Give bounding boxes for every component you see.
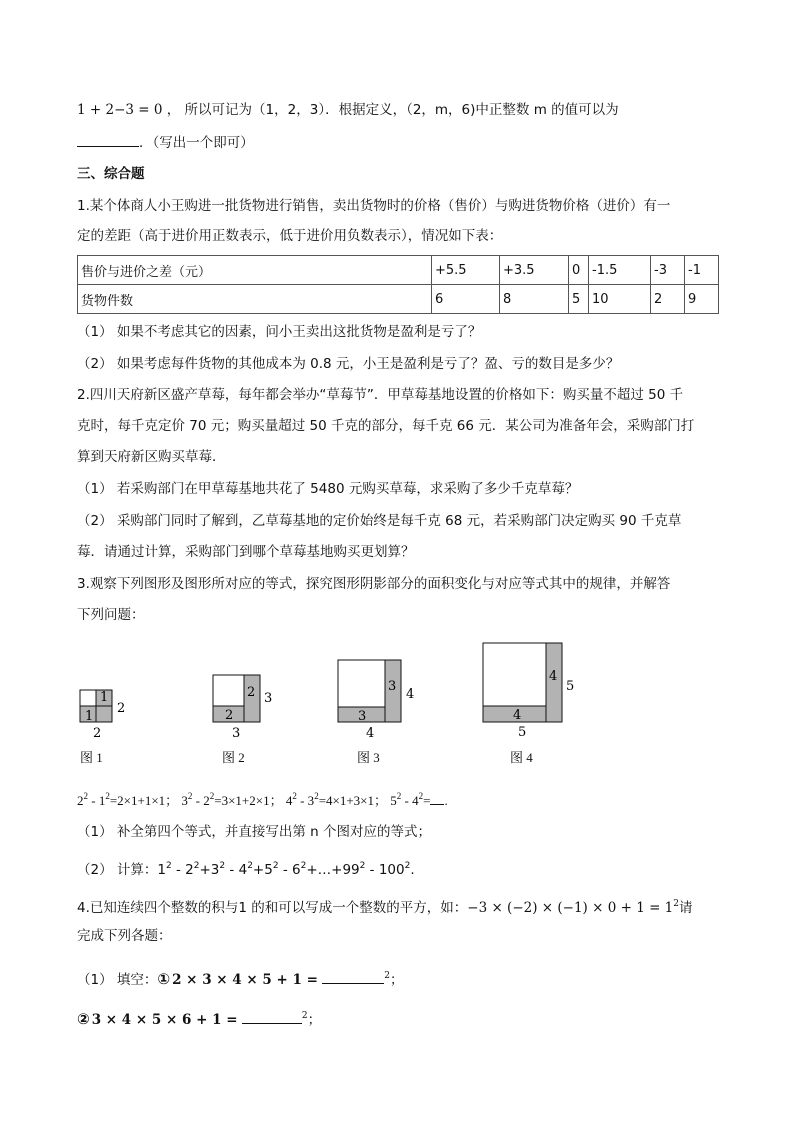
table-cell: -1 xyxy=(685,256,719,285)
q2-stem-line2: 克时，每千克定价 70 元；购买量超过 50 千克的部分，每千克 66 元．某公司为准备年会，采购部门打 xyxy=(77,418,695,434)
label-side: 4 xyxy=(549,669,558,684)
q4-stem-line1 xyxy=(77,894,693,918)
q4-sub2 xyxy=(77,1006,321,1030)
q3-figures xyxy=(0,630,794,745)
table-cell: +5.5 xyxy=(432,256,500,285)
figure-2 xyxy=(213,675,272,741)
table-cell: 0 xyxy=(569,256,589,285)
prev-text: 所以可记为（1，2，3）．根据定义，（2，m，6)中正整数 m 的值可以为 xyxy=(184,102,619,118)
q4-stem-text: 4.已知连续四个整数的积与1 的和可以写成一个整数的平方，如： xyxy=(77,900,468,916)
eq2-exp-b: 2 xyxy=(209,791,215,801)
q1-stem-line2: 定的差距（高于进价用正数表示，低于进价用负数表示），情况如下表： xyxy=(77,228,503,244)
q4-sub2-answer-blank[interactable] xyxy=(242,1009,302,1024)
term: +5 xyxy=(252,862,273,878)
term: - 4 xyxy=(225,862,248,878)
label-right: 2 xyxy=(117,701,126,716)
figure-1-caption: 图 1 xyxy=(80,750,103,765)
table-cell-label: 售价与进价之差（元） xyxy=(78,256,432,285)
label-bottom: 5 xyxy=(518,725,527,740)
term: - 100 xyxy=(365,862,405,878)
eq4-exp-b: 2 xyxy=(418,791,424,801)
exp: 2 xyxy=(300,861,307,871)
q3-stem-line2: 下列问题： xyxy=(77,607,145,623)
exp: 2 xyxy=(247,861,253,871)
eq2-exp-a: 2 xyxy=(187,791,193,801)
label-right: 4 xyxy=(406,687,415,702)
figure-4-caption: 图 4 xyxy=(510,750,533,765)
eq1-mid: - 1 xyxy=(88,793,106,808)
term: - 6 xyxy=(278,862,301,878)
circled-two-icon: ② xyxy=(77,1010,90,1028)
inner-square xyxy=(483,643,546,706)
q4-sub2-end: ； xyxy=(307,1012,322,1028)
label-right: 5 xyxy=(566,679,575,694)
label-side: 1 xyxy=(100,690,109,705)
eq3-mid: - 3 xyxy=(296,793,315,808)
eq3-exp-a: 2 xyxy=(292,791,297,801)
eq1-base: 2 xyxy=(77,793,84,808)
q4-sub2-exp: 2 xyxy=(301,1011,308,1021)
label-inner: 3 xyxy=(358,709,367,724)
table-cell: 10 xyxy=(589,285,651,314)
q3-sub2 xyxy=(77,856,415,880)
answer-blank[interactable] xyxy=(77,132,139,147)
label-bottom: 3 xyxy=(232,726,241,741)
prev-equation: 1 + 2−3 = 0 ， xyxy=(77,102,181,118)
eq3-base: 4 xyxy=(285,793,293,808)
term: - 2 xyxy=(171,862,194,878)
eq2-base: 3 xyxy=(181,793,188,808)
q1-stem-line1: 1.某个体商人小王购进一批货物进行销售，卖出货物时的价格（售价）与购进货物价格（进价）有一 xyxy=(77,198,671,214)
q2-sub2-line1: （2） 采购部门同时了解到，乙草莓基地的定价始终是每千克 68 元，若采购部门决定购买 90 千克草 xyxy=(77,513,682,529)
figure-2-caption: 图 2 xyxy=(222,750,245,765)
sub2-prefix: （2） 计算：1 xyxy=(77,862,166,878)
eq3-exp-b: 2 xyxy=(314,791,319,801)
table-cell: 6 xyxy=(432,285,500,314)
q4-sub1-answer-blank[interactable] xyxy=(322,969,384,984)
exp: 2 xyxy=(404,861,411,871)
table-cell: 2 xyxy=(651,285,685,314)
figure-3 xyxy=(338,660,414,741)
term: . xyxy=(410,862,415,878)
figure-1 xyxy=(80,690,125,741)
inner-square xyxy=(338,660,385,707)
q-prev-line2 xyxy=(77,132,254,153)
label-inner: 4 xyxy=(513,708,522,723)
eq4-end: . xyxy=(444,793,448,808)
exp: 2 xyxy=(272,861,279,871)
table-row xyxy=(78,285,719,314)
eq4-answer-blank[interactable] xyxy=(430,790,444,805)
eq2-mid: - 2 xyxy=(192,793,210,808)
label-inner: 1 xyxy=(85,709,94,724)
q3-equations xyxy=(77,786,448,811)
eq2-rhs: =3×1+2×1； xyxy=(214,793,283,808)
exp: 2 xyxy=(193,861,200,871)
eq1-exp-b: 2 xyxy=(105,791,110,801)
q4-stem-line2: 完成下列各题： xyxy=(77,928,172,944)
q2-stem-line1: 2.四川天府新区盛产草莓，每年都会举办“草莓节”．甲草莓基地设置的价格如下：购买量不超过 50 千 xyxy=(77,387,684,403)
q4-sub2-equation: 3 × 4 × 5 × 6 + 1 = xyxy=(91,1012,238,1028)
label-right: 3 xyxy=(264,691,273,706)
q4-sub1-exp: 2 xyxy=(384,971,390,981)
q1-table xyxy=(77,255,719,314)
q4-sub1 xyxy=(77,966,403,990)
figure-3-caption: 图 3 xyxy=(357,750,380,765)
q4-stem-tail: 请 xyxy=(679,900,693,916)
eq4-mid: - 4 xyxy=(401,793,419,808)
table-cell: 5 xyxy=(569,285,589,314)
term: +3 xyxy=(199,862,220,878)
figure-4 xyxy=(483,643,574,740)
prev-text-end: ．（写出一个即可） xyxy=(139,135,254,151)
table-cell-label: 货物件数 xyxy=(78,285,432,314)
label-bottom: 2 xyxy=(93,726,102,741)
table-cell: -3 xyxy=(651,256,685,285)
eq1-rhs: =2×1+1×1； xyxy=(109,793,179,808)
label-bottom: 4 xyxy=(366,726,375,741)
exp: 2 xyxy=(165,861,172,871)
table-cell: 8 xyxy=(500,285,569,314)
table-row xyxy=(78,256,719,285)
q1-sub2: （2） 如果考虑每件货物的其他成本为 0.8 元，小王是盈利是亏了？盈、亏的数目是多少？ xyxy=(77,356,620,372)
q-prev-line1 xyxy=(77,100,619,120)
q3-stem-line1: 3.观察下列图形及图形所对应的等式，探究图形阴影部分的面积变化与对应等式其中的规律，并解答 xyxy=(77,576,671,592)
eq1-exp-a: 2 xyxy=(83,791,88,801)
eq3-rhs: =4×1+3×1； xyxy=(318,793,388,808)
table-cell: -1.5 xyxy=(589,256,651,285)
label-side: 2 xyxy=(247,685,256,700)
exp: 2 xyxy=(359,861,366,871)
q4-example-equation: −3 × (−2) × (−1) × 0 + 1 = 1 xyxy=(467,900,674,916)
q2-stem-line3: 算到天府新区购买草莓． xyxy=(77,449,226,465)
label-inner: 2 xyxy=(225,708,234,723)
inner-square xyxy=(213,675,244,706)
label-side: 3 xyxy=(388,679,397,694)
q4-sub1-end: ； xyxy=(389,972,404,988)
q2-sub2-line2: 莓．请通过计算，采购部门到哪个草莓基地购买更划算？ xyxy=(77,544,415,560)
eq4-rhs: = xyxy=(423,793,431,808)
q1-sub1: （1） 如果不考虑其它的因素，问小王卖出这批货物是盈利是亏了？ xyxy=(77,324,482,340)
eq4-exp-a: 2 xyxy=(396,791,402,801)
inner-square xyxy=(80,690,96,706)
table-cell: 9 xyxy=(685,285,719,314)
q4-example-exp: 2 xyxy=(673,899,680,909)
q3-sub1: （1） 补全第四个等式，并直接写出第 n 个图对应的等式； xyxy=(77,824,432,840)
q4-sub1-prefix: （1） 填空： xyxy=(77,972,158,988)
q2-sub1: （1） 若采购部门在甲草莓基地共花了 5480 元购买草莓，求采购了多少千克草莓？ xyxy=(77,481,579,497)
section-title: 三、综合题 xyxy=(77,166,145,182)
q4-sub1-equation: 2 × 3 × 4 × 5 + 1 = xyxy=(172,972,318,988)
table-cell: +3.5 xyxy=(500,256,569,285)
exp: 2 xyxy=(219,861,226,871)
circled-one-icon: ① xyxy=(157,970,171,988)
eq4-base: 5 xyxy=(390,793,397,808)
term: +…+99 xyxy=(306,862,360,878)
